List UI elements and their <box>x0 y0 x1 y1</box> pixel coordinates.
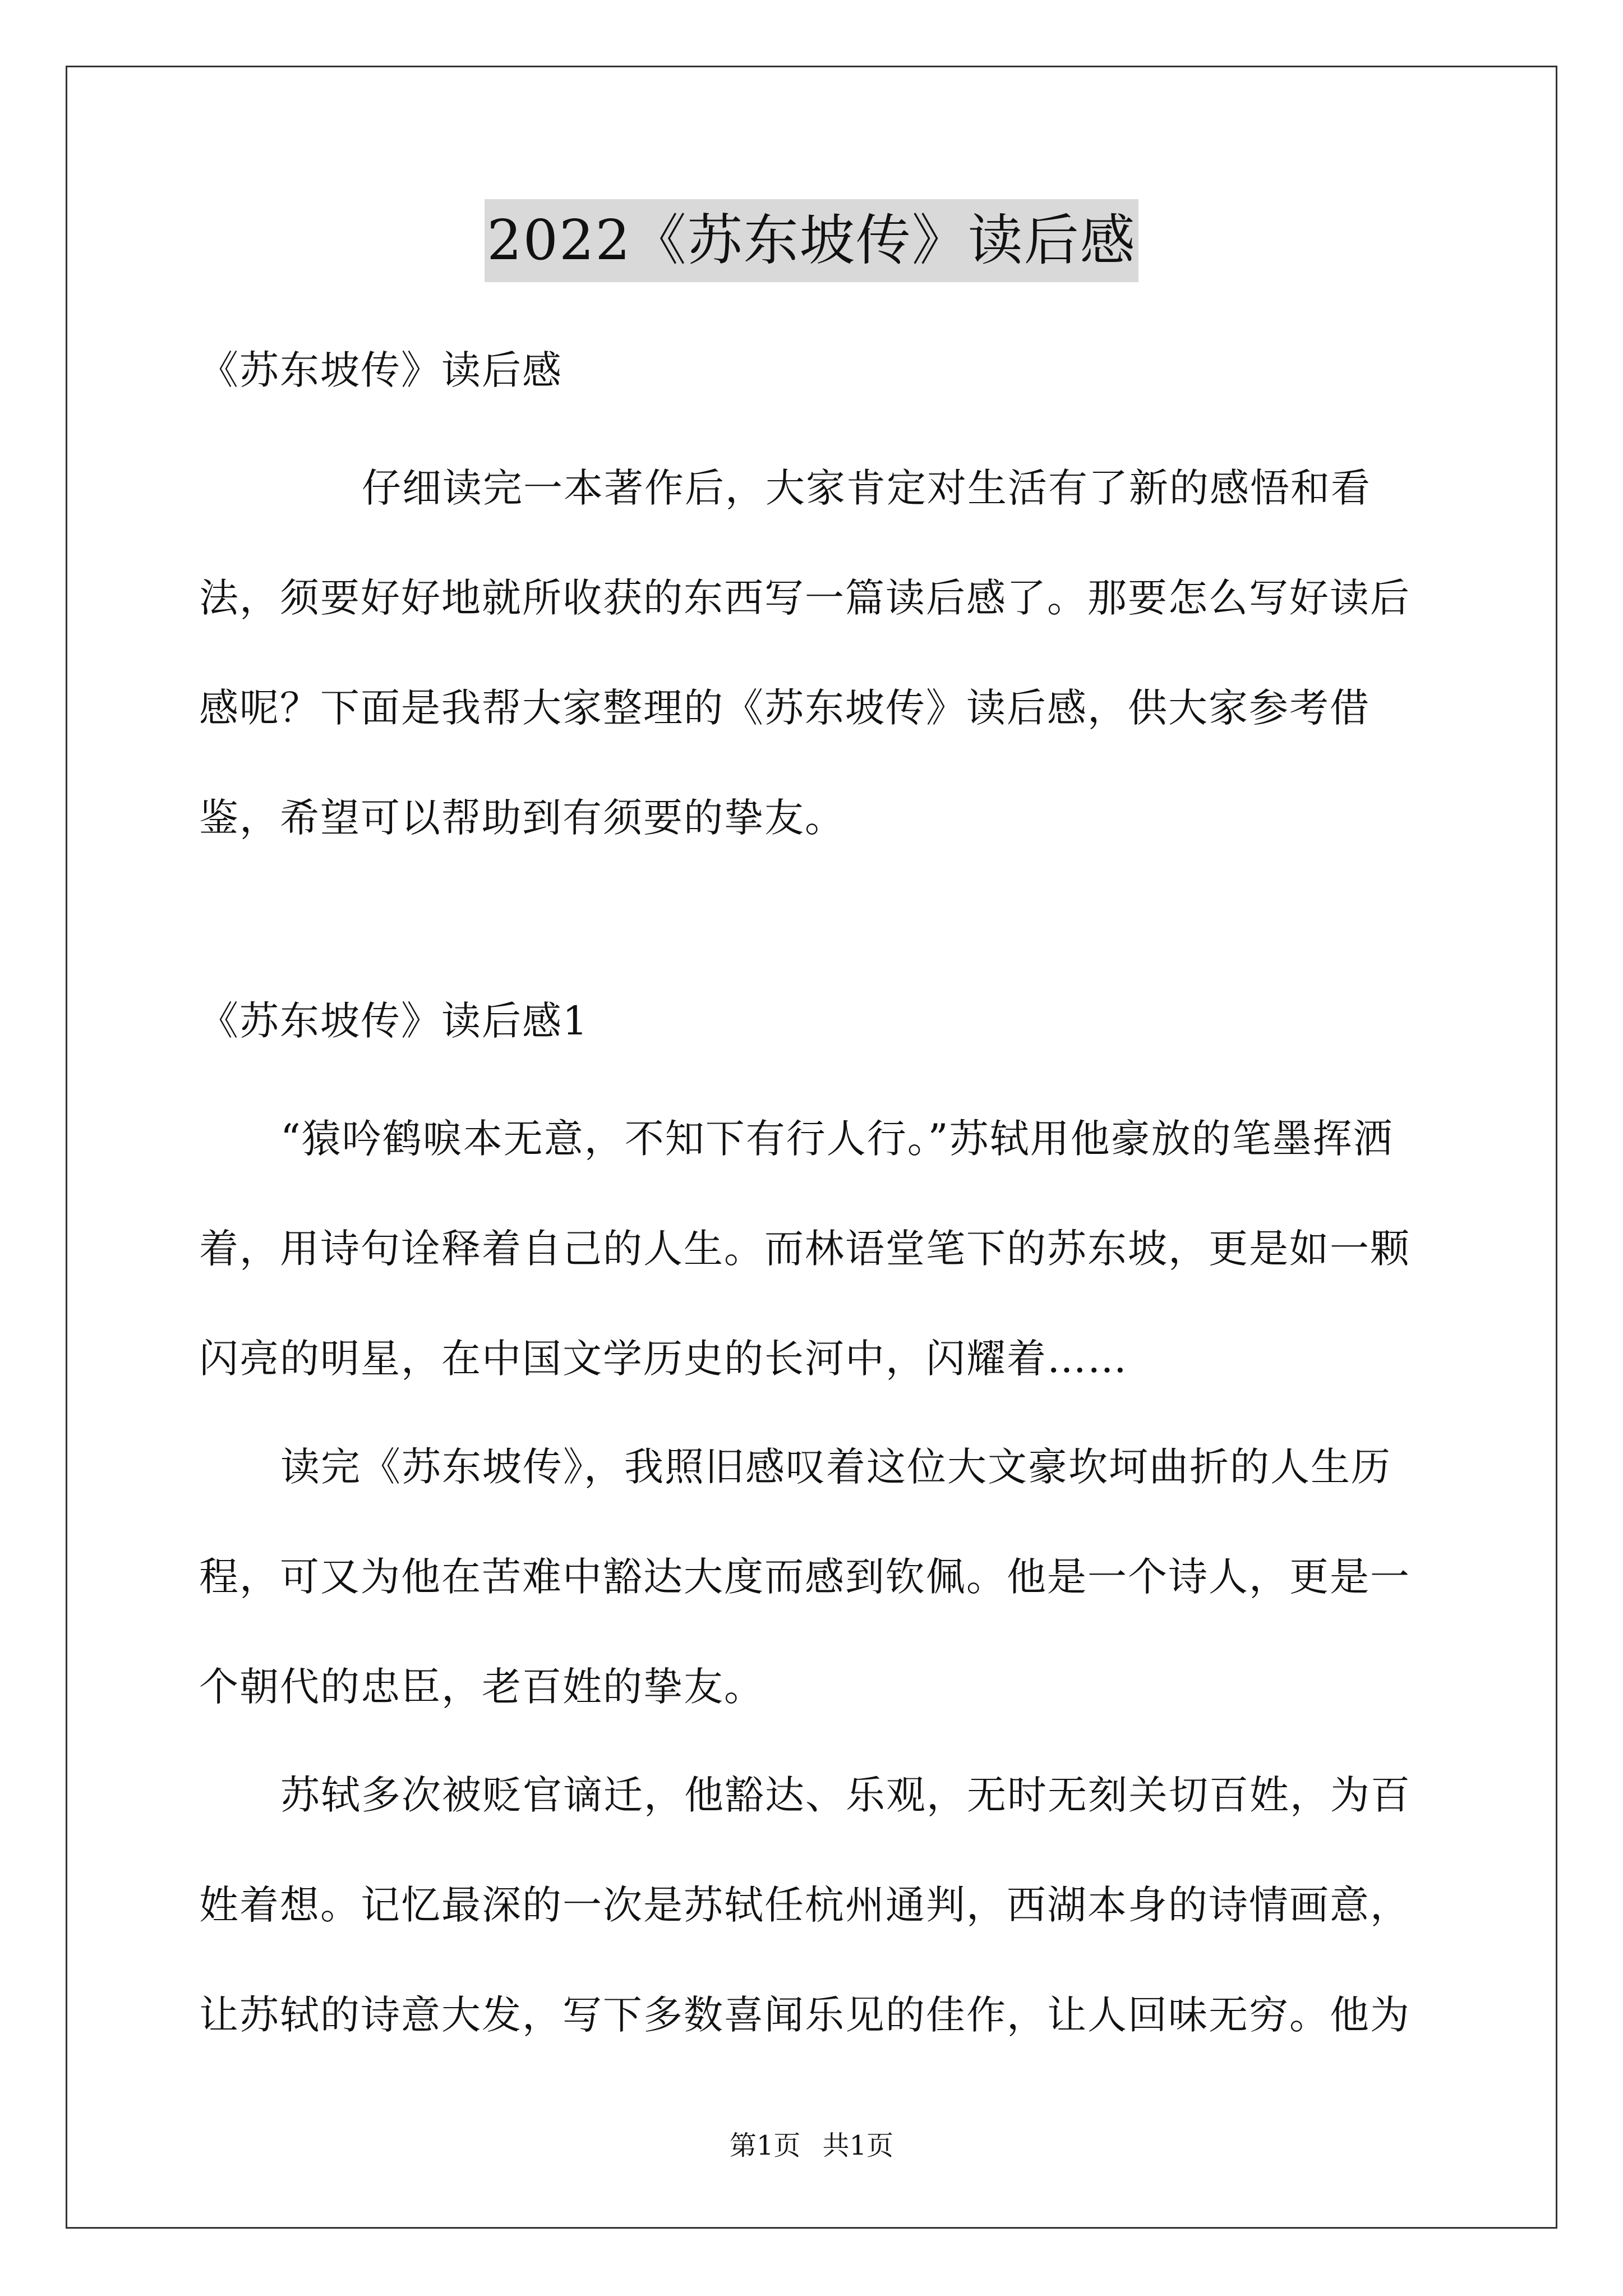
body-paragraph-2: 读完《苏东坡传》，我照旧感叹着这位大文豪坎坷曲折的人生历程，可又为他在苦难中豁达大度而感到钦佩。他是一个诗人，更是一个朝代的忠臣，老百姓的挚友。 <box>199 1444 1410 1710</box>
body-paragraph-3: 苏轼多次被贬官谪迁，他豁达、乐观，无时无刻关切百姓，为百姓着想。记忆最深的一次是苏轼任杭州通判，西湖本身的诗情画意，让苏轼的诗意大发，写下多数喜闻乐见的佳作，让人回味无穷。他为 <box>199 1772 1411 2038</box>
title-wrap <box>0 199 1623 282</box>
page-number: 第1页 <box>729 2130 801 2161</box>
body-paragraph-1: “猿吟鹤唳本无意，不知下有行人行。”苏轼用他豪放的笔墨挥洒着，用诗句诠释着自己的人生。而林语堂笔下的苏东坡，更是如一颗闪亮的明星，在中国文学历史的长河中，闪耀着…… <box>199 1116 1410 1382</box>
document-subtitle: 《苏东坡传》读后感 <box>199 347 562 393</box>
page-footer <box>0 2129 1623 2162</box>
intro-paragraph: 仔细读完一本著作后，大家肯定对生活有了新的感悟和看法，须要好好地就所收获的东西写一篇读后感了。那要怎么写好读后感呢？下面是我帮大家整理的《苏东坡传》读后感，供大家参考借鉴，希望可以帮助到有须要的挚友。 <box>199 465 1410 841</box>
document-title: 2022《苏东坡传》读后感 <box>485 199 1138 282</box>
section-heading: 《苏东坡传》读后感1 <box>199 998 589 1044</box>
page-total: 共1页 <box>822 2130 894 2161</box>
